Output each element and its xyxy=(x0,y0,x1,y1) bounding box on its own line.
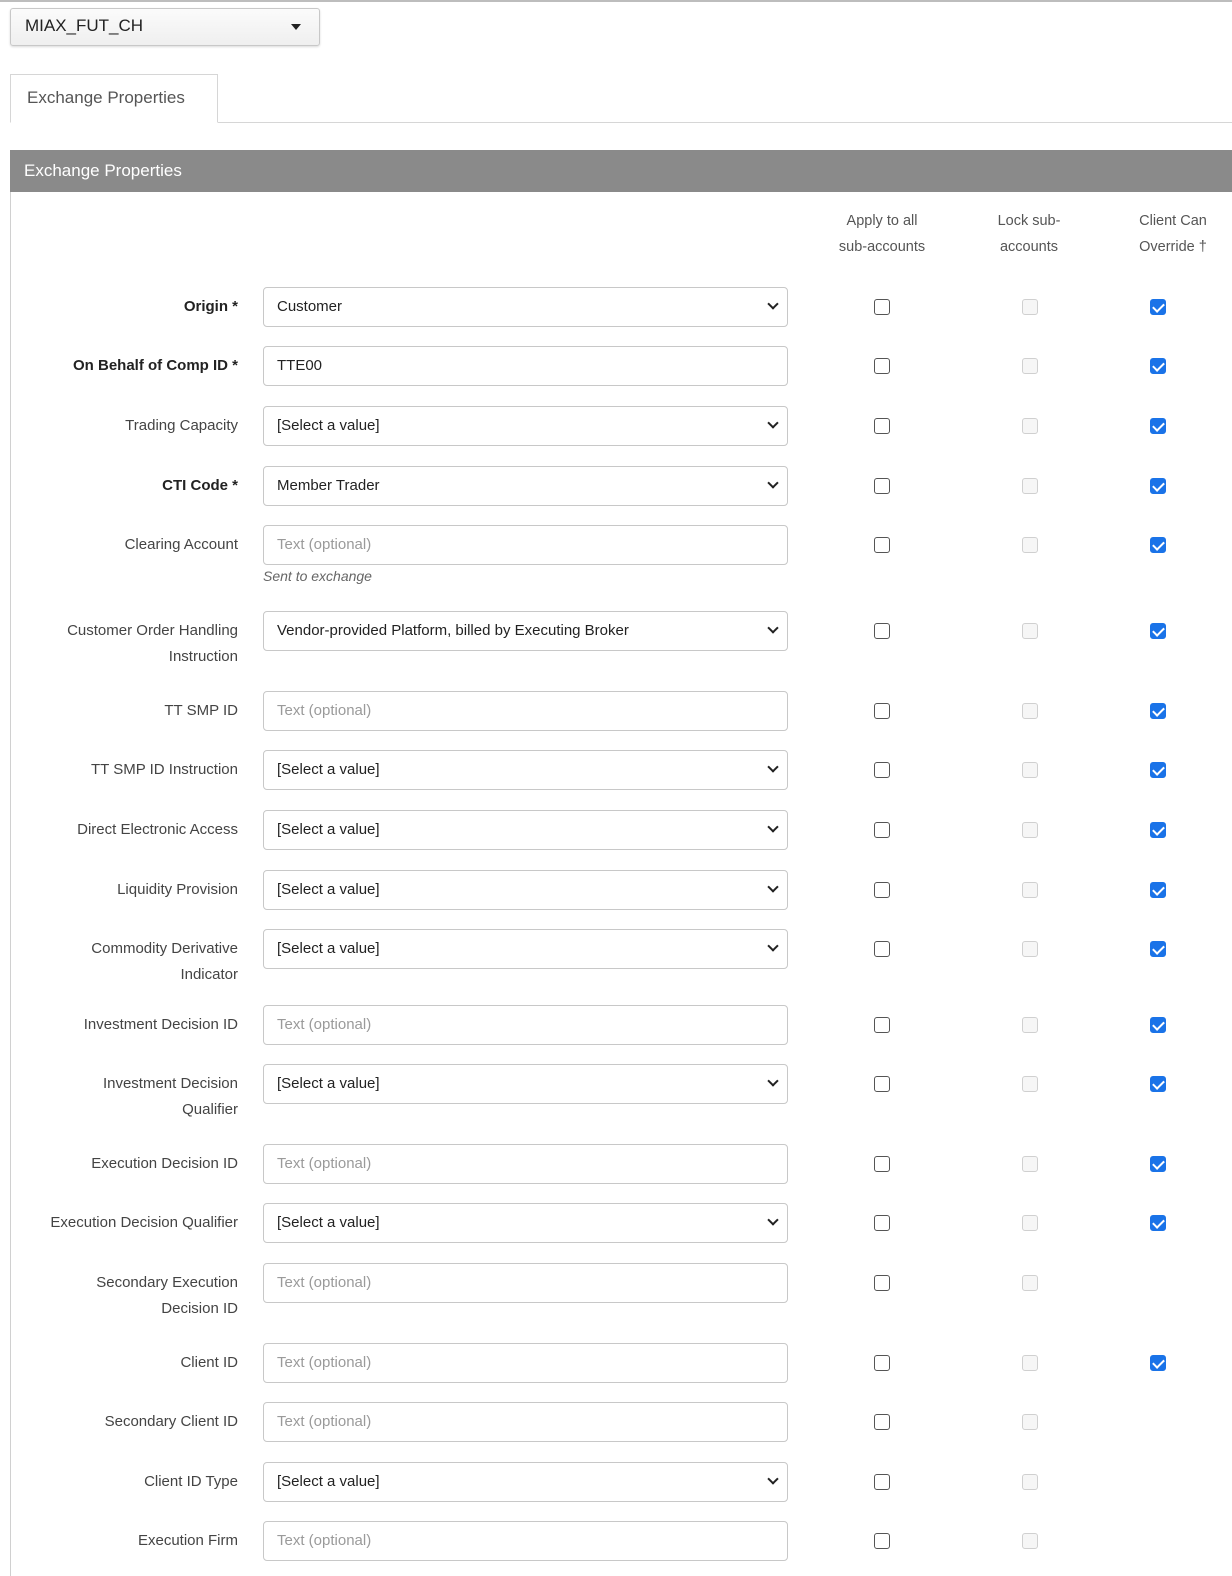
apply-all-checkbox[interactable] xyxy=(874,822,890,838)
lock-sub-checkbox xyxy=(1022,537,1038,553)
apply-all-checkbox[interactable] xyxy=(874,1156,890,1172)
client-override-checkbox[interactable] xyxy=(1150,1355,1166,1371)
field-select[interactable]: Member Trader xyxy=(263,466,788,506)
client-override-checkbox[interactable] xyxy=(1150,418,1166,434)
chevron-down-icon xyxy=(767,761,778,772)
apply-all-checkbox[interactable] xyxy=(874,623,890,639)
client-override-checkbox[interactable] xyxy=(1150,882,1166,898)
field-label-line: TT SMP ID Instruction xyxy=(91,761,238,778)
panel-header xyxy=(10,150,1232,192)
exchange-select-value: MIAX_FUT_CH xyxy=(25,16,144,35)
apply-all-checkbox[interactable] xyxy=(874,703,890,719)
field-label-line: Execution Decision ID xyxy=(91,1155,238,1172)
field-label xyxy=(13,757,238,783)
field-label-line: Direct Electronic Access xyxy=(77,821,238,838)
chevron-down-icon xyxy=(767,940,778,951)
apply-all-checkbox[interactable] xyxy=(874,1414,890,1430)
apply-all-checkbox[interactable] xyxy=(874,1017,890,1033)
apply-all-checkbox[interactable] xyxy=(874,1215,890,1231)
client-override-checkbox[interactable] xyxy=(1150,941,1166,957)
column-header-client-override xyxy=(1098,208,1232,260)
field-label-line: Investment Decision ID xyxy=(83,1016,238,1033)
field-input[interactable]: Text (optional) xyxy=(263,1263,788,1303)
column-header-line: Override † xyxy=(1139,239,1207,255)
field-label-line: Client ID xyxy=(180,1354,238,1371)
field-label xyxy=(13,353,238,379)
field-input[interactable]: Text (optional) xyxy=(263,1144,788,1184)
field-label xyxy=(13,413,238,439)
chevron-down-icon xyxy=(767,1075,778,1086)
field-label-line: Investment Decision xyxy=(102,1075,238,1092)
field-input[interactable]: Text (optional) xyxy=(263,691,788,731)
client-override-checkbox[interactable] xyxy=(1150,299,1166,315)
field-label-line: CTI Code * xyxy=(162,477,238,494)
field-select[interactable]: [Select a value] xyxy=(263,810,788,850)
field-input[interactable]: Text (optional) xyxy=(263,1521,788,1561)
panel-border xyxy=(10,192,11,1576)
column-header-line: sub-accounts xyxy=(838,239,926,255)
field-label-line: Liquidity Provision xyxy=(117,881,238,898)
field-input[interactable]: Text (optional) xyxy=(263,1402,788,1442)
lock-sub-checkbox xyxy=(1022,1355,1038,1371)
client-override-checkbox[interactable] xyxy=(1150,358,1166,374)
column-header-line: Lock sub- xyxy=(997,213,1061,229)
client-override-checkbox[interactable] xyxy=(1150,1076,1166,1092)
chevron-down-icon xyxy=(767,477,778,488)
apply-all-checkbox[interactable] xyxy=(874,1355,890,1371)
apply-all-checkbox[interactable] xyxy=(874,418,890,434)
top-border xyxy=(0,0,1232,2)
client-override-checkbox[interactable] xyxy=(1150,623,1166,639)
field-select[interactable]: Vendor-provided Platform, billed by Executing Broker xyxy=(263,611,788,651)
chevron-down-icon xyxy=(767,417,778,428)
field-label-line: Commodity Derivative xyxy=(91,940,238,957)
field-label xyxy=(13,1469,238,1495)
field-select[interactable]: [Select a value] xyxy=(263,870,788,910)
client-override-checkbox[interactable] xyxy=(1150,1017,1166,1033)
lock-sub-checkbox xyxy=(1022,1474,1038,1490)
field-label-line: Instruction xyxy=(168,648,238,665)
field-select[interactable]: [Select a value] xyxy=(263,929,788,969)
apply-all-checkbox[interactable] xyxy=(874,358,890,374)
field-label-line: On Behalf of Comp ID * xyxy=(73,357,238,374)
column-header-apply-all xyxy=(807,208,957,260)
client-override-checkbox[interactable] xyxy=(1150,478,1166,494)
apply-all-checkbox[interactable] xyxy=(874,1076,890,1092)
client-override-checkbox[interactable] xyxy=(1150,537,1166,553)
field-label xyxy=(13,1071,238,1123)
field-select[interactable]: [Select a value] xyxy=(263,1462,788,1502)
field-label-line: Trading Capacity xyxy=(125,417,238,434)
chevron-down-icon xyxy=(767,298,778,309)
field-label-line: Indicator xyxy=(180,966,238,983)
lock-sub-checkbox xyxy=(1022,882,1038,898)
chevron-down-icon xyxy=(767,1473,778,1484)
field-label xyxy=(13,1270,238,1322)
lock-sub-checkbox xyxy=(1022,941,1038,957)
field-label-line: Secondary Client ID xyxy=(104,1413,238,1430)
field-label xyxy=(13,1528,238,1554)
lock-sub-checkbox xyxy=(1022,478,1038,494)
field-select[interactable]: [Select a value] xyxy=(263,406,788,446)
lock-sub-checkbox xyxy=(1022,822,1038,838)
apply-all-checkbox[interactable] xyxy=(874,882,890,898)
field-label xyxy=(13,877,238,903)
apply-all-checkbox[interactable] xyxy=(874,537,890,553)
column-header-line: accounts xyxy=(999,239,1059,255)
client-override-checkbox[interactable] xyxy=(1150,1215,1166,1231)
field-select[interactable]: Customer xyxy=(263,287,788,327)
lock-sub-checkbox xyxy=(1022,1414,1038,1430)
field-label-line: Clearing Account xyxy=(124,536,238,553)
apply-all-checkbox[interactable] xyxy=(874,1275,890,1291)
column-header-line: Client Can xyxy=(1139,213,1207,229)
apply-all-checkbox[interactable] xyxy=(874,478,890,494)
field-label xyxy=(13,1210,238,1236)
apply-all-checkbox[interactable] xyxy=(874,1533,890,1549)
lock-sub-checkbox xyxy=(1022,1017,1038,1033)
lock-sub-checkbox xyxy=(1022,1076,1038,1092)
lock-sub-checkbox xyxy=(1022,1156,1038,1172)
tab-exchange-properties[interactable] xyxy=(10,74,218,123)
field-label xyxy=(13,817,238,843)
field-label xyxy=(13,618,238,670)
field-label xyxy=(13,1409,238,1435)
field-label-line: Client ID Type xyxy=(144,1473,238,1490)
field-label xyxy=(13,473,238,499)
field-label xyxy=(13,532,238,558)
field-label-line: Origin * xyxy=(183,298,238,315)
field-select[interactable]: [Select a value] xyxy=(263,1064,788,1104)
field-label-line: Execution Decision Qualifier xyxy=(50,1214,238,1231)
lock-sub-checkbox xyxy=(1022,418,1038,434)
lock-sub-checkbox xyxy=(1022,703,1038,719)
field-label xyxy=(13,1350,238,1376)
field-label xyxy=(13,936,238,988)
panel-title: Exchange Properties xyxy=(24,161,182,180)
apply-all-checkbox[interactable] xyxy=(874,299,890,315)
client-override-checkbox[interactable] xyxy=(1150,762,1166,778)
field-label-line: Decision ID xyxy=(161,1300,238,1317)
lock-sub-checkbox xyxy=(1022,1215,1038,1231)
client-override-checkbox[interactable] xyxy=(1150,822,1166,838)
chevron-down-icon xyxy=(767,1214,778,1225)
field-label xyxy=(13,1012,238,1038)
tab-label: Exchange Properties xyxy=(27,88,185,107)
field-label-line: TT SMP ID xyxy=(164,702,238,719)
field-label-line: Customer Order Handling xyxy=(67,622,238,639)
lock-sub-checkbox xyxy=(1022,1533,1038,1549)
chevron-down-icon xyxy=(767,622,778,633)
field-label xyxy=(13,1151,238,1177)
field-input[interactable]: Text (optional) xyxy=(263,525,788,565)
field-hint: Sent to exchange xyxy=(263,568,372,584)
field-label-line: Execution Firm xyxy=(137,1532,238,1549)
lock-sub-checkbox xyxy=(1022,1275,1038,1291)
lock-sub-checkbox xyxy=(1022,299,1038,315)
field-input[interactable]: TTE00 xyxy=(263,346,788,386)
apply-all-checkbox[interactable] xyxy=(874,941,890,957)
column-header-line: Apply to all xyxy=(846,213,918,229)
lock-sub-checkbox xyxy=(1022,358,1038,374)
field-label xyxy=(13,294,238,320)
field-select[interactable]: [Select a value] xyxy=(263,1203,788,1243)
field-input[interactable]: Text (optional) xyxy=(263,1343,788,1383)
chevron-down-icon xyxy=(767,881,778,892)
client-override-checkbox[interactable] xyxy=(1150,1156,1166,1172)
field-label-line: Secondary Execution xyxy=(96,1274,238,1291)
client-override-checkbox[interactable] xyxy=(1150,703,1166,719)
field-input[interactable]: Text (optional) xyxy=(263,1005,788,1045)
apply-all-checkbox[interactable] xyxy=(874,1474,890,1490)
lock-sub-checkbox xyxy=(1022,762,1038,778)
caret-down-icon xyxy=(291,24,301,30)
column-header-lock-sub xyxy=(954,208,1104,260)
field-label xyxy=(13,698,238,724)
chevron-down-icon xyxy=(767,821,778,832)
field-select[interactable]: [Select a value] xyxy=(263,750,788,790)
field-label-line: Qualifier xyxy=(182,1101,238,1118)
lock-sub-checkbox xyxy=(1022,623,1038,639)
apply-all-checkbox[interactable] xyxy=(874,762,890,778)
exchange-select[interactable] xyxy=(10,8,320,46)
